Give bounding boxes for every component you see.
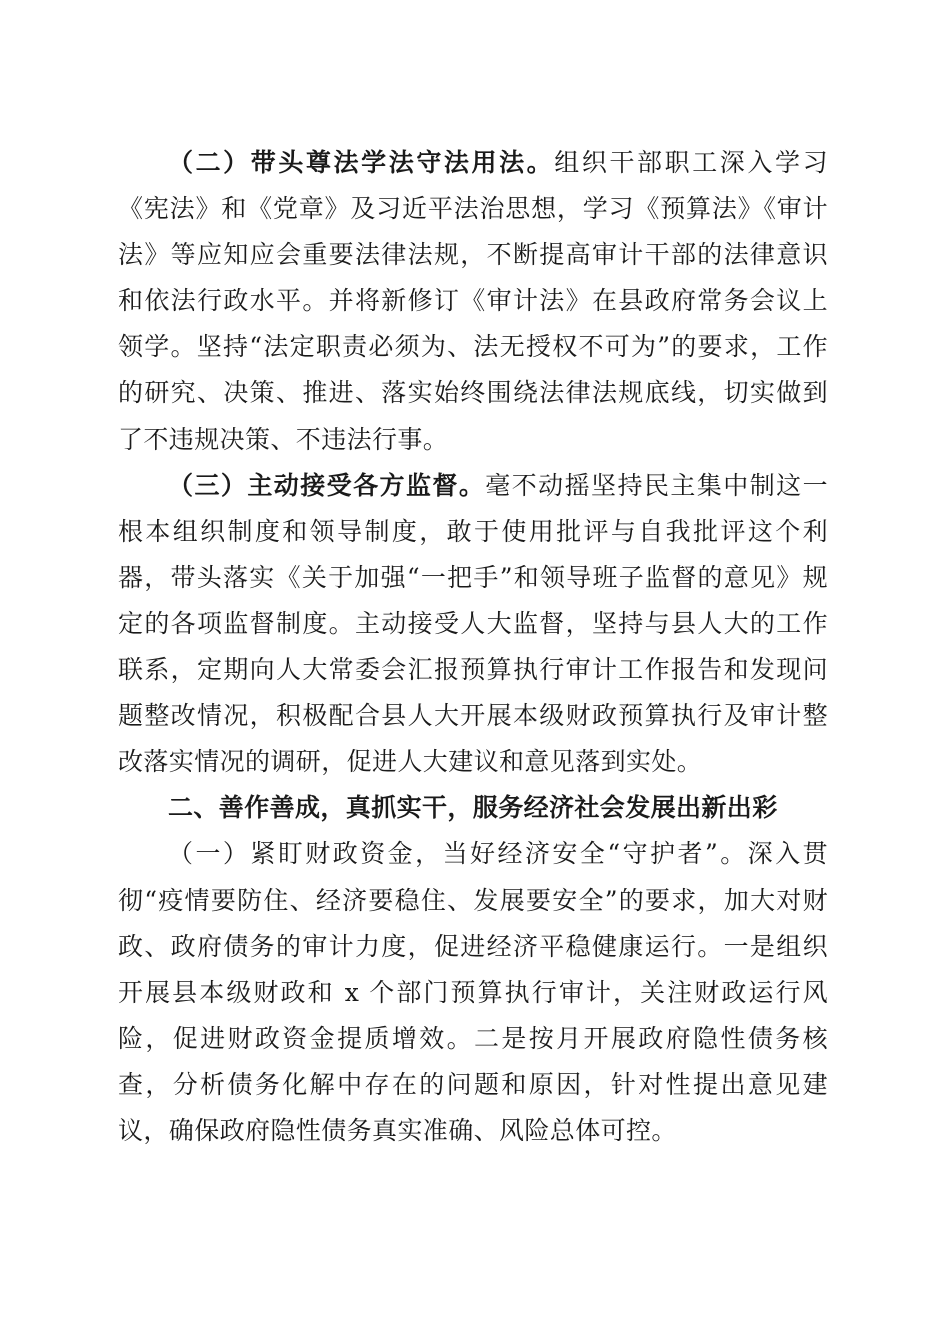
paragraph-lead: （二）带头尊法学法守法用法。 (168, 148, 555, 177)
paragraph-lead-plain: （一）紧盯财政资金，当好经济安全“守护者”。 (168, 839, 748, 869)
paragraph-text: 组织干部职工深入学习《宪法》和《党章》及习近平法治思想，学习《预算法》《审计法》等应知应会重要法律法规，不断提高审计干部的法律意识和依法行政水平。并将新修订《审计法》在县政府常务会议上领学。坚持“法定职责必须为、法无授权不可为”的要求，工作的研究、决策、推进、落实始终围绕法律法规底线，切实做到了不违规决策、不违法行事。 (118, 148, 828, 454)
paragraph-rule-of-law (118, 140, 828, 463)
paragraph-text: 毫不动摇坚持民主集中制这一根本组织制度和领导制度，敢于使用批评与自我批评这个利器，带头落实《关于加强“一把手”和领导班子监督的意见》规定的各项监督制度。主动接受人大监督，坚持与县人大的工作联系，定期向人大常委会汇报预算执行审计工作报告和发现问题整改情况，积极配合县人大开展本级财政预算执行及审计整改落实情况的调研，促进人大建议和意见落到实处。 (118, 470, 828, 777)
paragraph-lead: （三）主动接受各方监督。 (168, 470, 486, 500)
section-heading: 二、善作善成，真抓实干，服务经济社会发展出新出彩 (168, 793, 778, 823)
paragraph-text: 深入贯彻“疫情要防住、经济要稳住、发展要安全”的要求，加大对财政、政府债务的审计力度，促进经济平稳健康运行。一是组织开展县本级财政和 x 个部门预算执行审计，关注财政运行风险，促进财政资金提质增效。二是按月开展政府隐性债务核查，分析债务化解中存在的问题和原因，针对性提出意见建议，确保政府隐性债务真实准确、风险总体可控。 (118, 839, 828, 1145)
paragraph-fiscal-funds (118, 831, 828, 1154)
paragraph-supervision (118, 463, 828, 786)
document-body (118, 140, 828, 1154)
